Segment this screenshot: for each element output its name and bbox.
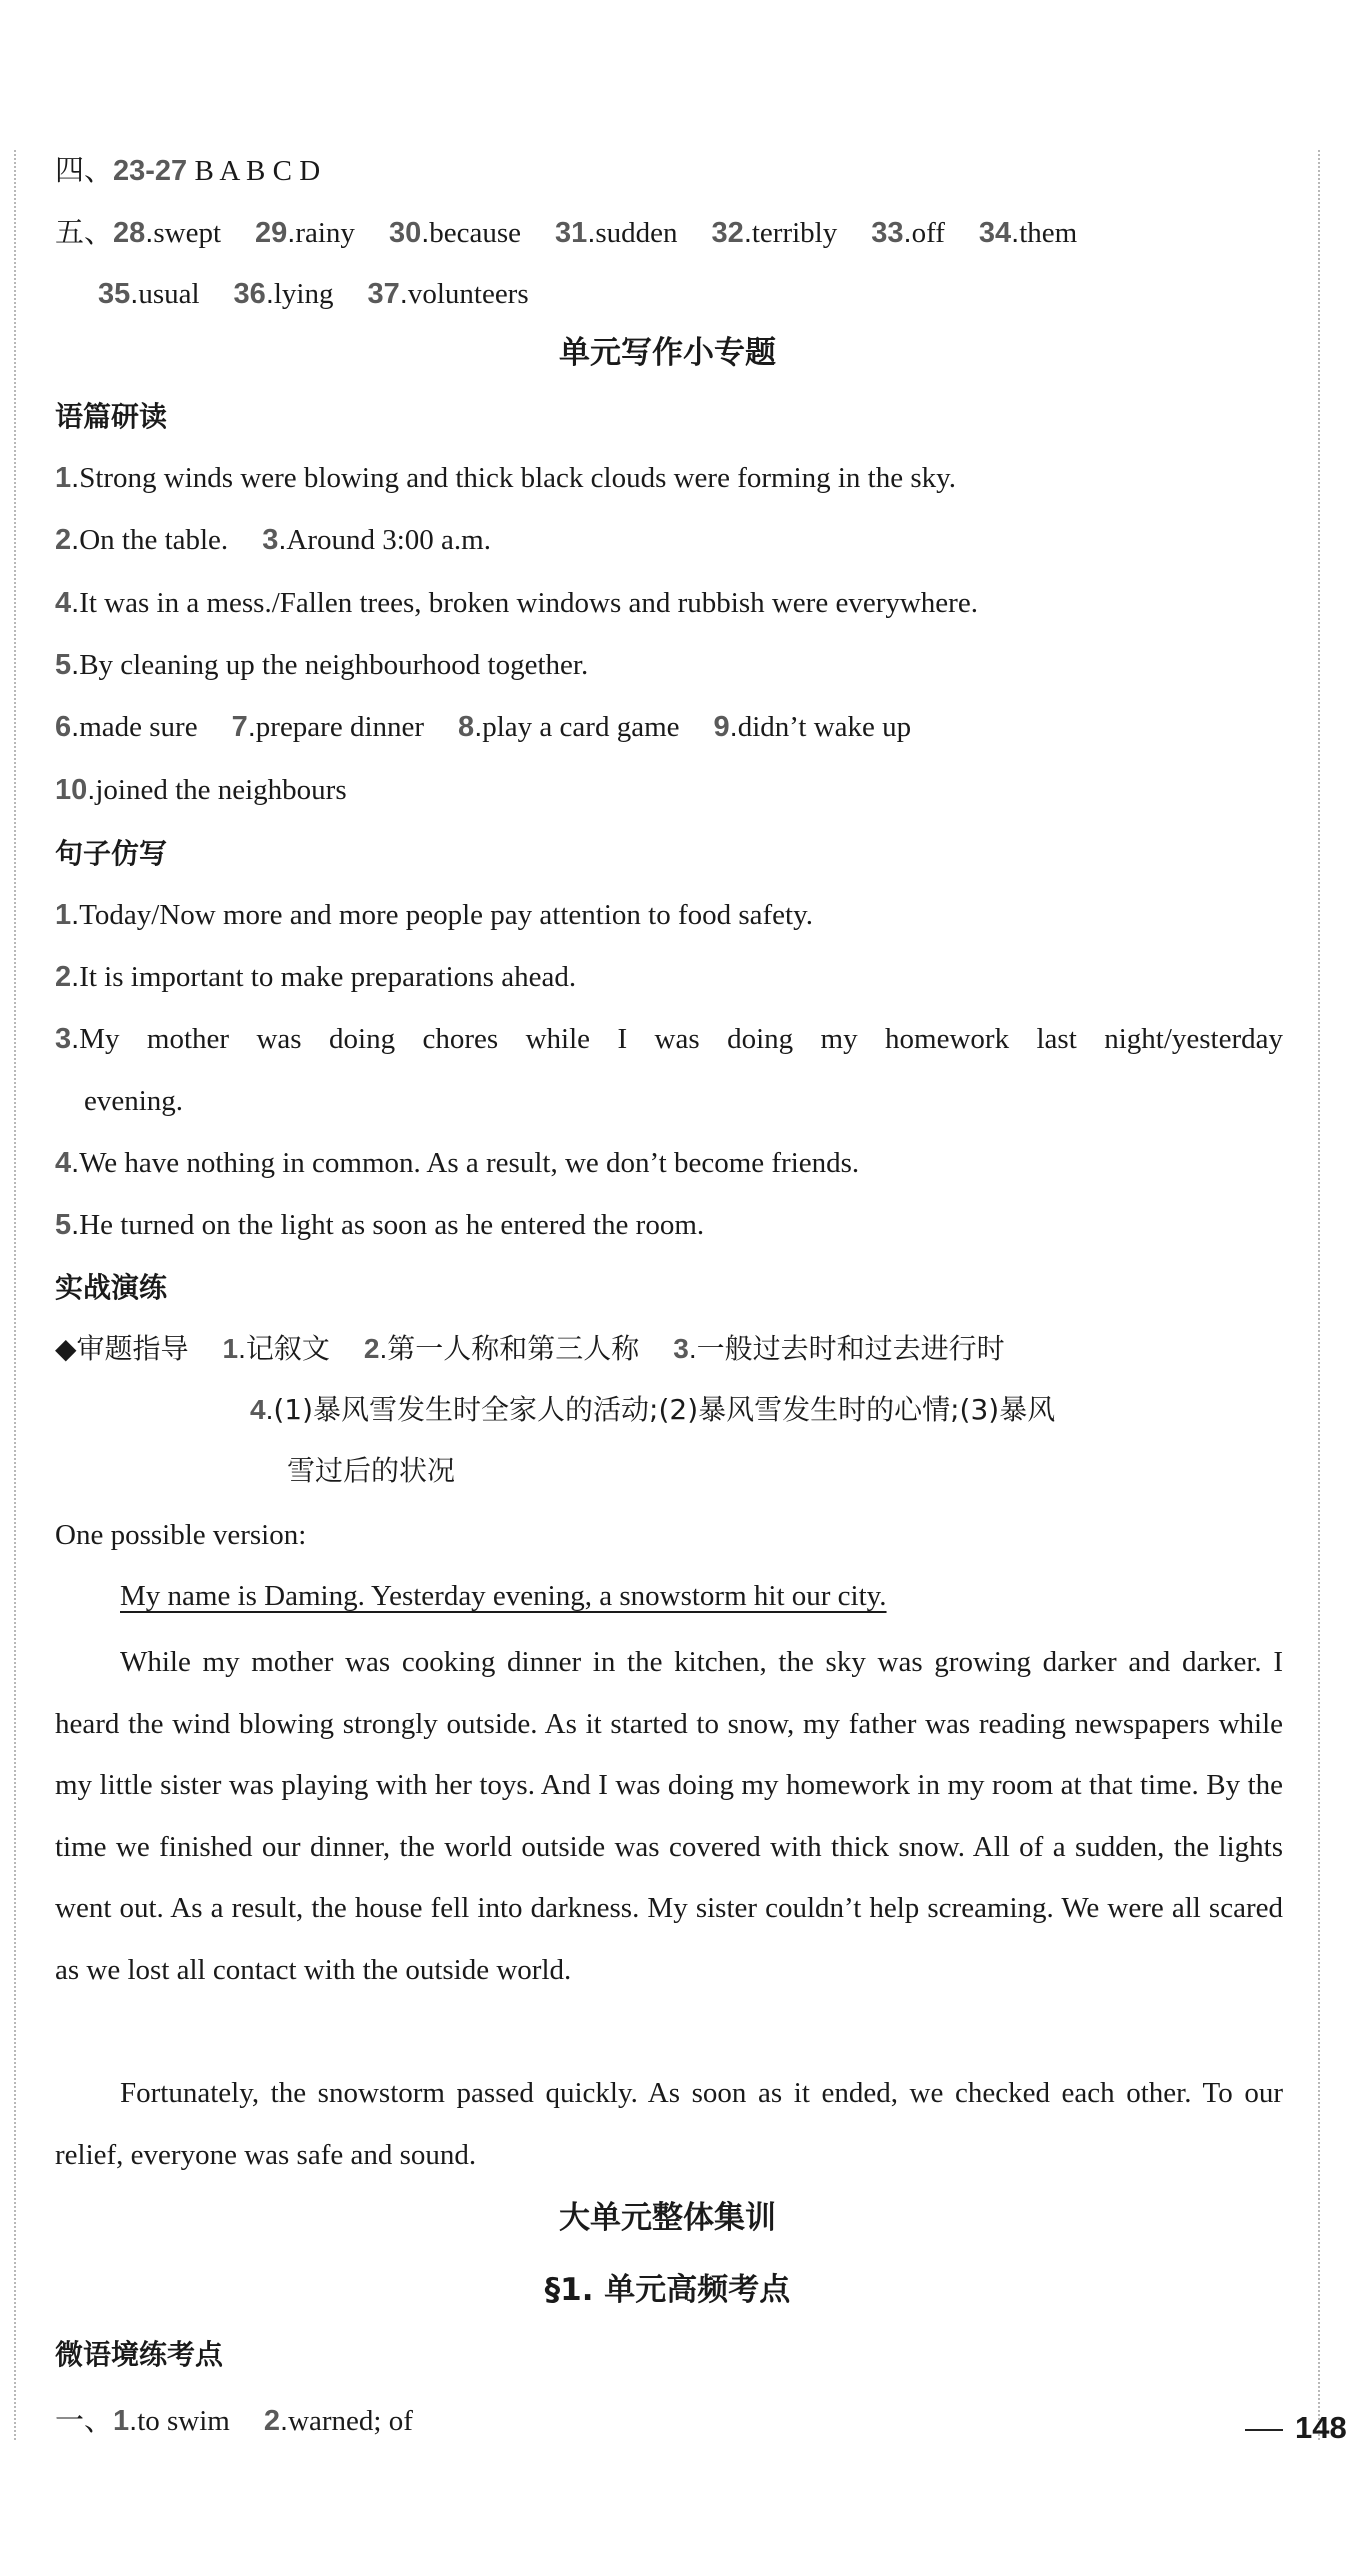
reading-item: 5.By cleaning up the neighbourhood together.: [55, 649, 589, 681]
essay-paragraph-2: Fortunately, the snowstorm passed quickly. As soon as it ended, we checked each other. To our relief, everyone was safe and sound.: [55, 2077, 1283, 2171]
practice-heading: 实战演练: [55, 1271, 168, 1304]
imitation-item-continued: evening.: [84, 1085, 184, 1117]
section-5-row-1: 五、28.swept 29.rainy 30.because 31.sudden 32.terribly 33.off 34.them: [55, 215, 1078, 249]
imitation-heading: 句子仿写: [55, 837, 168, 870]
page-number: 148: [1245, 2410, 1335, 2446]
page-number-dash: [1245, 2429, 1283, 2431]
section-4-answers: 四、23-27 B A B C D: [55, 153, 321, 187]
micro-context-heading: 微语境练考点: [55, 2338, 224, 2371]
reading-item: 1.Strong winds were blowing and thick black clouds were forming in the sky.: [55, 462, 957, 494]
unit-subsection-title: §1. 单元高频考点: [544, 2272, 791, 2308]
unit-training-title: 大单元整体集训: [559, 2200, 776, 2236]
right-dotted-margin: [1318, 150, 1320, 2440]
writing-section-title: 单元写作小专题: [559, 335, 776, 371]
writing-guide-item-4: 4.(1)暴风雪发生时全家人的活动;(2)暴风雪发生时的心情;(3)暴风: [250, 1393, 1056, 1426]
essay-first-sentence: My name is Daming. Yesterday evening, a snowstorm hit our city.: [120, 1580, 887, 1612]
imitation-item: 2.It is important to make preparations ahead.: [55, 961, 577, 993]
writing-guide-item-4-cont: 雪过后的状况: [287, 1454, 456, 1487]
reading-item: 4.It was in a mess./Fallen trees, broken windows and rubbish were everywhere.: [55, 587, 978, 619]
imitation-item: 5.He turned on the light as soon as he entered the room.: [55, 1209, 705, 1241]
imitation-item: 3.My mother was doing chores while I was doing my homework last night/yesterday: [55, 1023, 1283, 1055]
reading-item: 2.On the table. 3.Around 3:00 a.m.: [55, 524, 491, 556]
essay-intro: One possible version:: [55, 1519, 307, 1551]
imitation-item: 4.We have nothing in common. As a result, we don’t become friends.: [55, 1147, 860, 1179]
section-5-row-2: 35.usual 36.lying 37.volunteers: [98, 278, 529, 310]
essay-paragraph-1: While my mother was cooking dinner in the kitchen, the sky was growing darker and darker. I heard the wind blowing strongly outside. As it started to snow, my father was reading newspapers while my little sister was playing with her toys. And I was doing my homework in my room at that time. By the time we finished our dinner, the world outside was covered with thick snow. All of a sudden, the lights went out. As a result, the house fell into darkness. My sister couldn’t help screaming. We were all scared as we lost all contact with the outside world.: [55, 1646, 1283, 1986]
reading-item: 10.joined the neighbours: [55, 774, 347, 806]
left-dotted-margin: [14, 150, 16, 2440]
imitation-item: 1.Today/Now more and more people pay attention to food safety.: [55, 899, 813, 931]
micro-context-row: 一、1.to swim 2.warned; of: [55, 2403, 413, 2437]
reading-item: 6.made sure 7.prepare dinner 8.play a card game 9.didn’t wake up: [55, 711, 912, 743]
writing-guide-row: ◆审题指导 1.记叙文 2.第一人称和第三人称 3.一般过去时和过去进行时: [55, 1332, 1005, 1365]
reading-heading: 语篇研读: [55, 400, 168, 433]
